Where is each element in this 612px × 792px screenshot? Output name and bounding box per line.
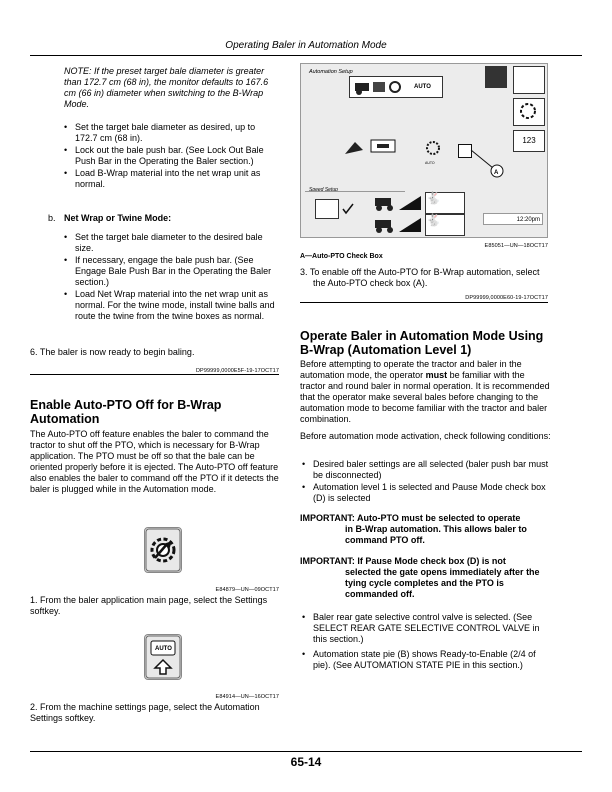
section-title-right [300, 329, 552, 357]
important-lead: IMPORTANT: Auto-PTO must be selected to operate [300, 513, 521, 523]
speed-ramp-icon [399, 196, 421, 210]
divider [305, 191, 405, 192]
step-6: 6. The baler is now ready to begin baling. [30, 347, 195, 357]
list-item: • Load Net Wrap material into the net wrap unit as normal. For the twine mode, install twine balls and route the twine from the twine boxes as normal. [64, 289, 280, 322]
list-item: • Set the target bale diameter as desired, up to 172.7 cm (68 in). [64, 122, 280, 144]
callout-a-label: A [494, 170, 499, 176]
speed-ramp-icon [399, 218, 421, 232]
image-code-1: E84879—UN—09OCT17 [215, 587, 279, 593]
auto-label: AUTO [155, 646, 172, 652]
intro-text: Before attempting to operate the tractor and baler in the automation mode, the operator [300, 359, 522, 380]
bullet-list-a [64, 122, 280, 191]
tractor-baler-icon [353, 79, 413, 95]
bullet-list-c [302, 459, 552, 505]
conditions-intro: Before automation mode activation, check following conditions: [300, 431, 551, 441]
list-item: • Set the target bale diameter to the desired bale size. [64, 232, 280, 254]
monitor-screenshot [300, 63, 548, 238]
important-lead: IMPORTANT: If Pause Mode check box (D) is not [300, 556, 506, 566]
automation-settings-icon [145, 635, 181, 679]
figure-caption: A—Auto-PTO Check Box [300, 253, 383, 260]
settings-gear-wrench-icon [145, 528, 181, 572]
automation-level-button[interactable] [349, 76, 443, 98]
keypad-softkey[interactable]: 123 [513, 130, 545, 152]
automation-settings-softkey-image [144, 634, 182, 680]
section-body-left: The Auto-PTO off feature enables the baler to command the tractor to shut off the PTO, which is necessary for B-Wrap application. The PTO must be off so that the bale can be oriented properly before it is ejected. The Auto-PTO off feature also enables the baler to command off the PTO if it detects the baler is plugged while in the Automation mode. [30, 429, 279, 494]
note: NOTE: If the preset target bale diameter is greater than 172.7 cm (68 in), the monitor defaults to 167.6 cm (66 in) diameter when switching to the B-Wrap Mode. [64, 66, 269, 109]
speed-select-2[interactable]: 🐇 [425, 214, 465, 236]
important-body: in B-Wrap automation. This allows baler to command PTO off. [345, 524, 527, 545]
softkey-1[interactable] [485, 66, 507, 88]
important-body: selected the gate opens immediately after the tying cycle completes and the PTO is commanded off. [345, 567, 540, 599]
pto-speed-icon [315, 199, 339, 219]
intro-emphasis: must [425, 370, 448, 380]
bullet-list-b [64, 232, 280, 323]
running-header: Operating Baler in Automation Mode [225, 40, 387, 51]
section-title-left: Enable Auto-PTO Off for B-Wrap Automation [30, 398, 222, 426]
image-code-2: E84914—UN—16OCT17 [215, 694, 279, 700]
intro-text: be familiar with the tractor and round baler in normal operation. It is recommended that the operator make several bales before changing to the automation mode to become familiar with the tractor and baler combination. [300, 370, 550, 424]
step-2: 2. From the machine settings page, select the Automation Settings softkey. [30, 702, 260, 723]
list-item: • If necessary, engage the bale push bar. (See Engage Bale Push Bar in the Operating the Baler section.) [64, 255, 280, 288]
speed-setup-title: Speed Setup [309, 187, 338, 193]
divider [30, 374, 279, 375]
list-item: • Automation state pie (B) shows Ready-to-Enable (2/4 of pie). (See AUTOMATION STATE PIE in this section.) [302, 649, 552, 671]
settings-softkey-image [144, 527, 182, 573]
settings-gear-wrench-icon [514, 99, 542, 123]
important-1 [300, 513, 552, 546]
footer-rule [30, 751, 582, 752]
list-item: • Desired baler settings are all selected (baler push bar must be disconnected) [302, 459, 552, 481]
screen-title: Automation Setup [309, 69, 353, 75]
baler-tools-icons [341, 136, 451, 160]
section-title-text: Operate Baler in Automation Mode Using B-Wrap (Automation Level 1) [300, 329, 544, 357]
divider [300, 302, 548, 303]
list-item: • Automation level 1 is selected and Pause Mode check box (D) is selected [302, 482, 552, 504]
intro-paragraph [300, 359, 552, 425]
list-item: • Load B-Wrap material into the net wrap unit as normal. [64, 168, 280, 190]
bullet-list-d [302, 612, 552, 672]
speed-select-1[interactable]: 🐇 [425, 192, 465, 214]
list-item: • Baler rear gate selective control valve is selected. (See SELECT REAR GATE SELECTIVE CONTROL VALVE in this section.) [302, 612, 552, 645]
auto-label: AUTO [414, 84, 431, 90]
clock: 12:20pm [483, 213, 543, 225]
callout-leader [467, 144, 507, 180]
step-1: 1. From the baler application main page, select the Settings softkey. [30, 595, 268, 616]
page-number: 65-14 [290, 755, 322, 769]
sub-b-letter: b. [48, 213, 56, 223]
image-code-3: E85051—UN—18OCT17 [484, 243, 548, 249]
softkey-screen-icon[interactable] [513, 66, 545, 94]
sub-b-title: Net Wrap or Twine Mode: [64, 213, 172, 223]
important-2 [300, 556, 552, 600]
settings-softkey[interactable] [513, 98, 545, 126]
doc-code-2: DP99999,0000E60-19-17OCT17 [465, 295, 548, 301]
pie-label: AUTO [425, 161, 435, 165]
step-3: 3. To enable off the Auto-PTO for B-Wrap automation, select the Auto-PTO check box (A). [300, 267, 540, 288]
doc-code-1: DP99999,0000E5F-19-17OCT17 [195, 368, 279, 374]
checkmark-icon [341, 202, 355, 216]
header-rule [30, 55, 582, 56]
list-item: • Lock out the bale push bar. (See Lock Out Bale Push Bar in the Operating the Baler section.) [64, 145, 280, 167]
tractor-icon [373, 194, 399, 212]
tractor-icon [373, 216, 399, 234]
